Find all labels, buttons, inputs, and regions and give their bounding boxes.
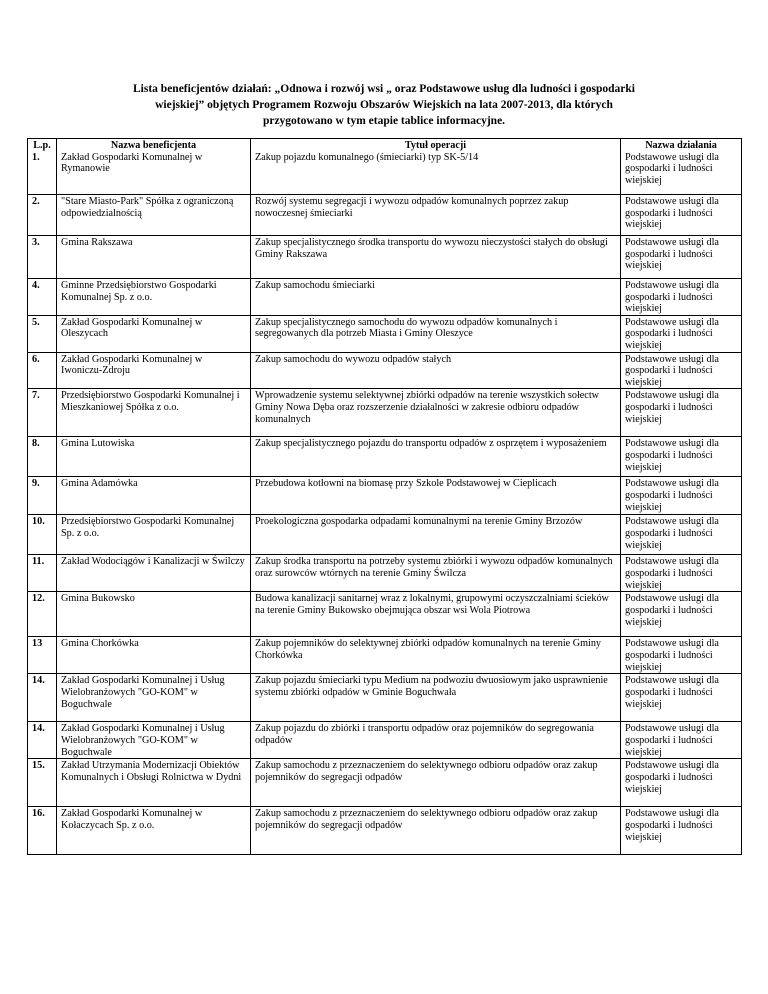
operation-title: Zakup samochodu z przeznaczeniem do selektywnego odbioru odpadów oraz zakup pojemników do segregacji odpadów <box>255 808 598 831</box>
lp-number: 10. <box>32 516 45 528</box>
lp-number: 15. <box>32 760 45 772</box>
lp-cell <box>28 352 57 389</box>
header-action: Nazwa działania <box>645 140 717 151</box>
beneficiary-cell <box>57 195 251 236</box>
action-cell <box>621 315 742 352</box>
operation-title: Zakup specjalistycznego pojazdu do transportu odpadów z osprzętem i wyposażeniem <box>255 438 607 450</box>
operation-title: Proekologiczna gospodarka odpadami komunalnymi na terenie Gminy Brzozów <box>255 516 583 528</box>
lp-cell <box>28 437 57 477</box>
title-line: Lista beneficjentów działań: „Odnowa i rozwój wsi „ oraz Podstawowe usług dla ludności i gospodarki <box>133 83 635 95</box>
lp-number: 2. <box>32 196 40 207</box>
table-row <box>28 477 742 515</box>
action-cell <box>621 515 742 555</box>
lp-cell <box>28 722 57 759</box>
table-row <box>28 279 742 316</box>
beneficiary-cell <box>57 807 251 855</box>
lp-number: 11. <box>32 556 45 568</box>
beneficiary-cell <box>57 637 251 674</box>
action-name: Podstawowe usługi dla gospodarki i ludności wiejskiej <box>625 438 719 473</box>
operation-cell <box>251 352 621 389</box>
action-cell <box>621 236 742 279</box>
action-name: Podstawowe usługi dla gospodarki i ludności wiejskiej <box>625 638 719 673</box>
lp-cell <box>28 637 57 674</box>
action-cell <box>621 195 742 236</box>
operation-cell <box>251 389 621 437</box>
operation-cell <box>251 592 621 637</box>
operation-title: Budowa kanalizacji sanitarnej wraz z lokalnymi, grupowymi oczyszczalniami ścieków na terenie Gminy Bukowsko obejmująca obszar wsi Wola Piotrowa <box>255 593 609 616</box>
action-cell <box>621 477 742 515</box>
beneficiary-name: Gmina Lutowiska <box>61 438 135 450</box>
action-cell <box>621 389 742 437</box>
operation-title: Zakup pojemników do selektywnej zbiórki odpadów komunalnych na terenie Gminy Chorkówka <box>255 638 602 661</box>
beneficiary-name: Gminne Przedsiębiorstwo Gospodarki Komunalnej Sp. z o.o. <box>61 280 217 303</box>
action-cell <box>621 592 742 637</box>
beneficiary-cell <box>57 236 251 279</box>
operation-cell <box>251 477 621 515</box>
beneficiaries-table <box>27 138 742 855</box>
beneficiary-cell <box>57 477 251 515</box>
table-row <box>28 759 742 807</box>
beneficiary-cell <box>57 437 251 477</box>
beneficiary-cell <box>57 759 251 807</box>
beneficiary-name: Zakład Wodociągów i Kanalizacji w Świlczy <box>61 556 245 568</box>
table-body <box>28 139 742 855</box>
operation-cell <box>251 279 621 316</box>
operation-title: Zakup pojazdu do zbiórki i transportu odpadów oraz pojemników do segregowania odpadów <box>255 723 594 746</box>
action-name: Podstawowe usługi dla gospodarki i ludności wiejskiej <box>625 196 719 231</box>
lp-number: 8. <box>32 438 40 450</box>
operation-title: Zakup pojazdu śmieciarki typu Medium na podwoziu dwuosiowym jako usprawnienie systemu zbiórki odpadów w Gminie Boguchwała <box>255 675 608 698</box>
beneficiary-cell <box>57 722 251 759</box>
header-lp: L.p. <box>33 140 51 151</box>
action-name: Podstawowe usługi dla gospodarki i ludności wiejskiej <box>625 675 719 710</box>
lp-number: 14. <box>32 675 45 687</box>
beneficiary-cell <box>57 515 251 555</box>
operation-title: Zakup samochodu z przeznaczeniem do selektywnego odbioru odpadów oraz zakup pojemników do segregacji odpadów <box>255 760 598 783</box>
beneficiary-cell <box>57 674 251 722</box>
beneficiary-name: Przedsiębiorstwo Gospodarki Komunalnej Sp. z o.o. <box>61 516 235 539</box>
lp-number: 9. <box>32 478 40 490</box>
beneficiary-name: Gmina Chorkówka <box>61 638 139 650</box>
lp-cell <box>28 674 57 722</box>
beneficiary-name: Zakład Gospodarki Komunalnej w Rymanowie <box>61 151 203 175</box>
action-name: Podstawowe usługi dla gospodarki i ludności wiejskiej <box>625 280 719 315</box>
lp-cell <box>28 236 57 279</box>
action-cell <box>621 352 742 389</box>
table-row <box>28 807 742 855</box>
beneficiary-cell <box>57 139 251 195</box>
action-cell <box>621 807 742 855</box>
beneficiary-name: Zakład Utrzymania Modernizacji Obiektów Komunalnych i Obsługi Rolnictwa w Dydni <box>61 760 242 783</box>
beneficiary-name: Zakład Gospodarki Komunalnej w Iwoniczu-Zdroju <box>61 353 203 377</box>
operation-title: Zakup środka transportu na potrzeby systemu zbiórki i wywozu odpadów komunalnych oraz surowców wtórnych na terenie Gminy Świlcza <box>255 556 613 579</box>
lp-cell <box>28 279 57 316</box>
beneficiary-cell <box>57 389 251 437</box>
lp-cell <box>28 759 57 807</box>
operation-title: Zakup samochodu do wywozu odpadów stałych <box>255 353 452 365</box>
beneficiary-name: Zakład Gospodarki Komunalnej w Oleszycach <box>61 316 203 340</box>
lp-number: 12. <box>32 593 45 605</box>
table-row <box>28 674 742 722</box>
lp-cell <box>28 139 57 195</box>
operation-cell <box>251 139 621 195</box>
action-cell <box>621 759 742 807</box>
lp-cell <box>28 592 57 637</box>
beneficiary-cell <box>57 352 251 389</box>
operation-cell <box>251 722 621 759</box>
action-cell <box>621 674 742 722</box>
lp-cell <box>28 477 57 515</box>
action-name: Podstawowe usługi dla gospodarki i ludności wiejskiej <box>625 151 719 186</box>
operation-title: Zakup specjalistycznego środka transportu do wywozu nieczystości stałych do obsługi Gminy Rakszawa <box>255 237 608 260</box>
lp-cell <box>28 515 57 555</box>
beneficiary-cell <box>57 279 251 316</box>
beneficiary-name: Przedsiębiorstwo Gospodarki Komunalnej i Mieszkaniowej Spółka z o.o. <box>61 390 240 413</box>
action-name: Podstawowe usługi dla gospodarki i ludności wiejskiej <box>625 808 719 843</box>
lp-cell <box>28 389 57 437</box>
beneficiary-cell <box>57 555 251 592</box>
operation-title: Rozwój systemu segregacji i wywozu odpadów komunalnych poprzez zakup nowoczesnej śmieciarki <box>255 196 569 219</box>
operation-cell <box>251 195 621 236</box>
table-row <box>28 437 742 477</box>
action-cell <box>621 279 742 316</box>
operation-cell <box>251 315 621 352</box>
lp-number: 6. <box>32 353 40 365</box>
lp-cell <box>28 195 57 236</box>
action-cell <box>621 437 742 477</box>
table-row <box>28 515 742 555</box>
beneficiary-name: Zakład Gospodarki Komunalnej i Usług Wielobranżowych "GO-KOM" w Boguchwale <box>61 675 225 710</box>
operation-title: Zakup samochodu śmieciarki <box>255 280 375 291</box>
lp-number: 7. <box>32 390 40 402</box>
operation-cell <box>251 759 621 807</box>
table-row <box>28 352 742 389</box>
action-cell <box>621 637 742 674</box>
action-name: Podstawowe usługi dla gospodarki i ludności wiejskiej <box>625 760 719 795</box>
beneficiary-name: Zakład Gospodarki Komunalnej i Usług Wielobranżowych "GO-KOM" w Boguchwale <box>61 723 225 758</box>
operation-cell <box>251 515 621 555</box>
action-cell <box>621 139 742 195</box>
beneficiary-cell <box>57 592 251 637</box>
operation-cell <box>251 437 621 477</box>
title-line: przygotowano w tym etapie tablice informacyjne. <box>262 115 506 127</box>
action-cell <box>621 555 742 592</box>
action-name: Podstawowe usługi dla gospodarki i ludności wiejskiej <box>625 316 719 351</box>
action-name: Podstawowe usługi dla gospodarki i ludności wiejskiej <box>625 556 719 591</box>
operation-cell <box>251 555 621 592</box>
beneficiary-cell <box>57 315 251 352</box>
title-line: wiejskiej” objętych Programem Rozwoju Obszarów Wiejskich na lata 2007-2013, dla których <box>155 99 613 111</box>
table-row <box>28 555 742 592</box>
operation-title: Zakup specjalistycznego samochodu do wywozu odpadów komunalnych i segregowanych dla potrzeb Miasta i Gminy Oleszyce <box>255 316 558 340</box>
lp-number: 1. <box>32 151 40 163</box>
operation-title: Wprowadzenie systemu selektywnej zbiórki odpadów na terenie wszystkich sołectw Gminy Nowa Dęba oraz rozszerzenie działalności w zakresie odbioru odpadów komunalnych <box>255 390 600 425</box>
table-row <box>28 139 742 195</box>
lp-number: 4. <box>32 280 40 291</box>
table-row <box>28 236 742 279</box>
lp-number: 5. <box>32 316 40 328</box>
table-row <box>28 195 742 236</box>
beneficiary-name: Gmina Rakszawa <box>61 237 133 248</box>
beneficiary-name: "Stare Miasto-Park" Spółka z ograniczoną odpowiedzialnością <box>61 196 234 219</box>
beneficiary-name: Gmina Adamówka <box>61 478 138 490</box>
lp-number: 13 <box>32 638 43 650</box>
lp-cell <box>28 807 57 855</box>
operation-cell <box>251 637 621 674</box>
action-name: Podstawowe usługi dla gospodarki i ludności wiejskiej <box>625 516 719 551</box>
header-beneficiary: Nazwa beneficjenta <box>110 140 197 151</box>
operation-title: Zakup pojazdu komunalnego (śmieciarki) typ SK-5/14 <box>255 151 479 163</box>
operation-cell <box>251 674 621 722</box>
action-name: Podstawowe usługi dla gospodarki i ludności wiejskiej <box>625 390 719 425</box>
table-row <box>28 389 742 437</box>
operation-cell <box>251 236 621 279</box>
lp-number: 14. <box>32 723 45 735</box>
document-title <box>60 81 708 129</box>
action-name: Podstawowe usługi dla gospodarki i ludności wiejskiej <box>625 237 719 272</box>
lp-cell <box>28 555 57 592</box>
lp-number: 3. <box>32 237 40 248</box>
operation-title: Przebudowa kotłowni na biomasę przy Szkole Podstawowej w Cieplicach <box>255 478 557 490</box>
action-cell <box>621 722 742 759</box>
operation-cell <box>251 807 621 855</box>
lp-cell <box>28 315 57 352</box>
action-name: Podstawowe usługi dla gospodarki i ludności wiejskiej <box>625 593 719 628</box>
table-row <box>28 315 742 352</box>
table-row <box>28 722 742 759</box>
table-row <box>28 592 742 637</box>
header-operation: Tytuł operacji <box>404 140 467 151</box>
beneficiary-name: Zakład Gospodarki Komunalnej w Kołaczycach Sp. z o.o. <box>61 808 203 831</box>
lp-number: 16. <box>32 808 45 820</box>
action-name: Podstawowe usługi dla gospodarki i ludności wiejskiej <box>625 353 719 388</box>
beneficiary-name: Gmina Bukowsko <box>61 593 135 605</box>
table-row <box>28 637 742 674</box>
action-name: Podstawowe usługi dla gospodarki i ludności wiejskiej <box>625 478 719 513</box>
action-name: Podstawowe usługi dla gospodarki i ludności wiejskiej <box>625 723 719 758</box>
